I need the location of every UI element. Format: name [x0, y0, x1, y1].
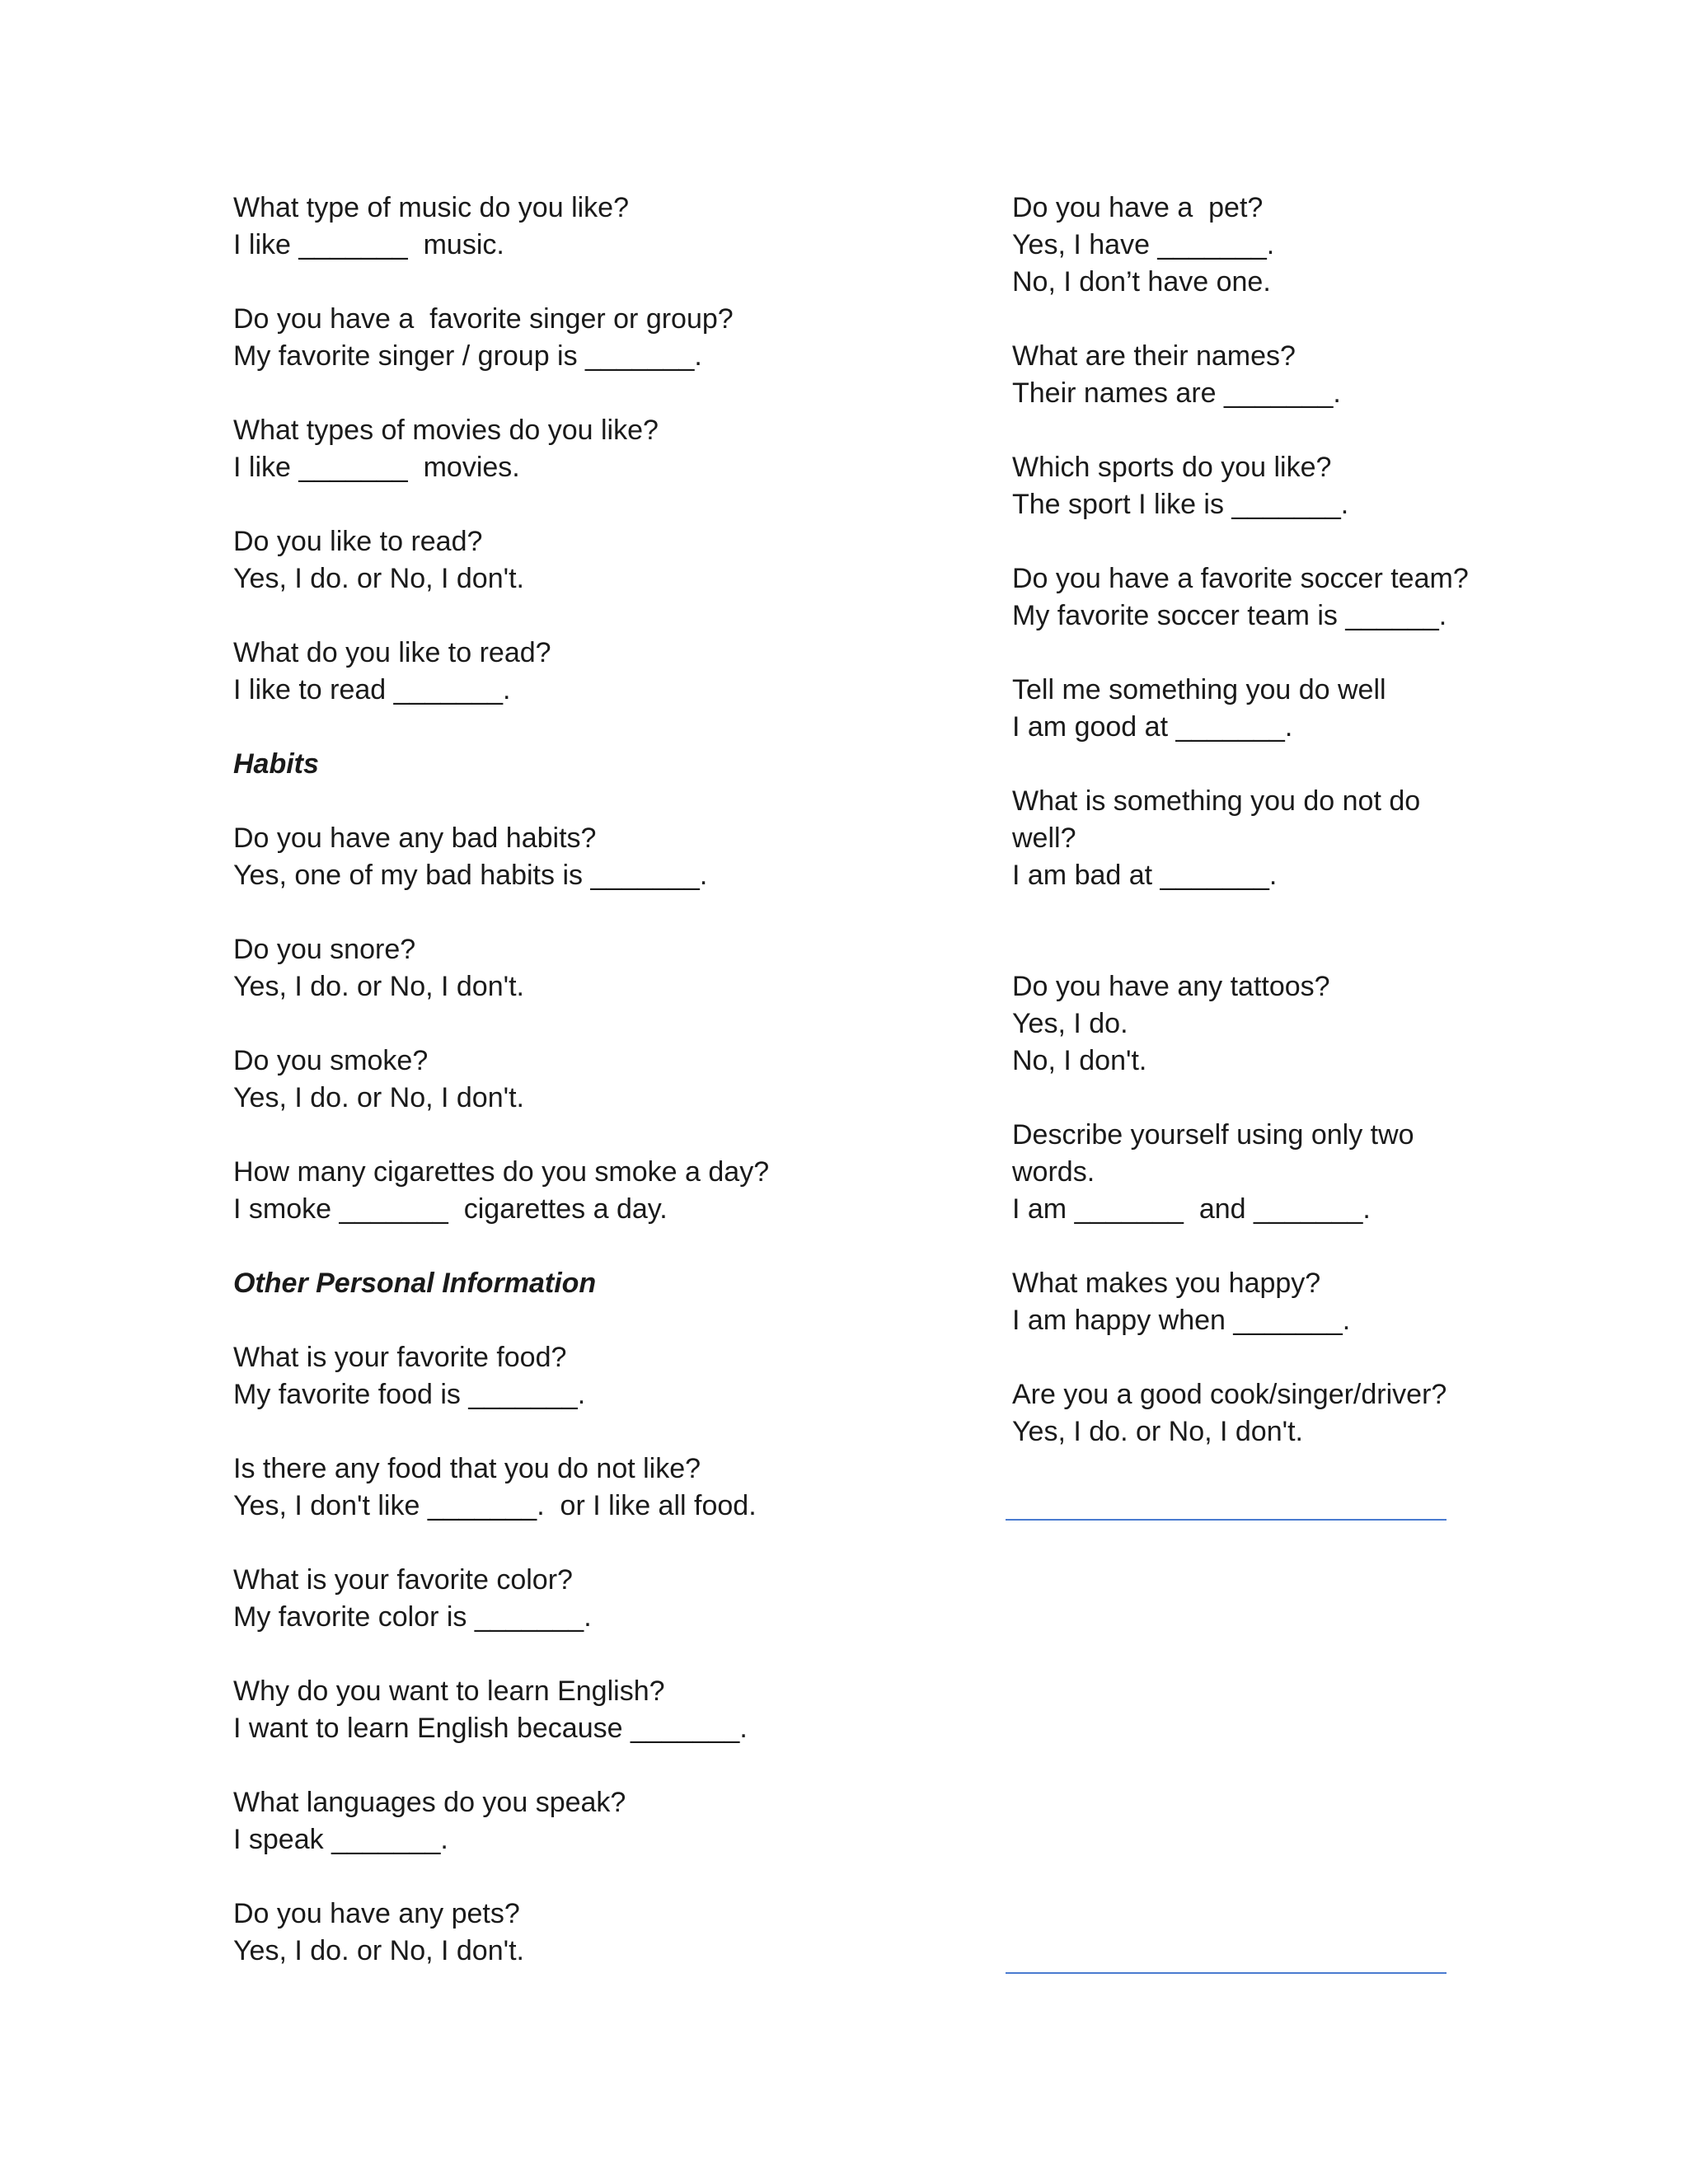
answer-bad-habits: Yes, one of my bad habits is _______. — [233, 860, 708, 891]
question-movies: What types of movies do you like? — [233, 415, 659, 446]
question-read-what: What do you like to read? — [233, 637, 551, 668]
section-heading-personal-information: Other Personal Information — [233, 1268, 597, 1299]
question-not-do-well: What is something you do not do well? — [1012, 785, 1421, 854]
question-do-well: Tell me something you do well — [1012, 674, 1386, 705]
answer-do-well: I am good at _______. — [1012, 711, 1293, 743]
question-tattoos: Do you have any tattoos? — [1012, 971, 1330, 1002]
answer-pets: Yes, I do. or No, I don't. — [233, 1935, 524, 1966]
answer-color: My favorite color is _______. — [233, 1601, 592, 1633]
blue-divider-line-bottom — [1006, 1972, 1447, 1974]
question-english: Why do you want to learn English? — [233, 1675, 665, 1707]
answer-snore: Yes, I do. or No, I don't. — [233, 971, 524, 1002]
answer-dislike-food: Yes, I don't like _______. or I like all food. — [233, 1490, 757, 1521]
answer-singer: My favorite singer / group is _______. — [233, 340, 702, 372]
left-column — [233, 190, 992, 1970]
answer-movies: I like _______ movies. — [233, 452, 520, 483]
question-food: What is your favorite food? — [233, 1342, 567, 1373]
answer-pet-yes: Yes, I have _______. — [1012, 229, 1275, 260]
question-read: Do you like to read? — [233, 526, 483, 557]
right-column — [1012, 190, 1474, 1451]
question-happy: What makes you happy? — [1012, 1268, 1321, 1299]
answer-languages: I speak _______. — [233, 1824, 448, 1855]
question-pet-names: What are their names? — [1012, 340, 1296, 372]
question-snore: Do you snore? — [233, 934, 416, 965]
question-singer: Do you have a favorite singer or group? — [233, 303, 734, 335]
question-languages: What languages do you speak? — [233, 1787, 626, 1818]
answer-english: I want to learn English because _______. — [233, 1713, 748, 1744]
answer-tattoos-yes: Yes, I do. — [1012, 1008, 1128, 1039]
answer-read: Yes, I do. or No, I don't. — [233, 563, 524, 594]
answer-soccer-team: My favorite soccer team is ______. — [1012, 600, 1447, 631]
answer-music: I like _______ music. — [233, 229, 504, 260]
question-pets: Do you have any pets? — [233, 1898, 520, 1929]
question-color: What is your favorite color? — [233, 1564, 573, 1596]
question-smoke: Do you smoke? — [233, 1045, 429, 1076]
question-cigarettes: How many cigarettes do you smoke a day? — [233, 1156, 770, 1188]
question-music: What type of music do you like? — [233, 192, 630, 223]
answer-smoke: Yes, I do. or No, I don't. — [233, 1082, 524, 1113]
question-soccer-team: Do you have a favorite soccer team? — [1012, 563, 1469, 594]
answer-read-what: I like to read _______. — [233, 674, 511, 705]
answer-cigarettes: I smoke _______ cigarettes a day. — [233, 1193, 668, 1225]
question-pet: Do you have a pet? — [1012, 192, 1264, 223]
question-dislike-food: Is there any food that you do not like? — [233, 1453, 701, 1484]
answer-sports: The sport I like is _______. — [1012, 489, 1349, 520]
answer-pet-names: Their names are _______. — [1012, 377, 1341, 409]
section-heading-habits: Habits — [233, 748, 319, 780]
answer-good-cook: Yes, I do. or No, I don't. — [1012, 1416, 1303, 1447]
blue-divider-line — [1006, 1519, 1447, 1521]
question-good-cook: Are you a good cook/singer/driver? — [1012, 1379, 1447, 1410]
answer-describe-yourself: I am _______ and _______. — [1012, 1193, 1371, 1225]
question-sports: Which sports do you like? — [1012, 452, 1332, 483]
answer-happy: I am happy when _______. — [1012, 1305, 1351, 1336]
answer-pet-no: No, I don’t have one. — [1012, 266, 1271, 298]
answer-not-do-well: I am bad at _______. — [1012, 860, 1278, 891]
question-describe-yourself: Describe yourself using only two words. — [1012, 1119, 1414, 1188]
question-bad-habits: Do you have any bad habits? — [233, 823, 597, 854]
answer-tattoos-no: No, I don't. — [1012, 1045, 1147, 1076]
answer-food: My favorite food is _______. — [233, 1379, 586, 1410]
